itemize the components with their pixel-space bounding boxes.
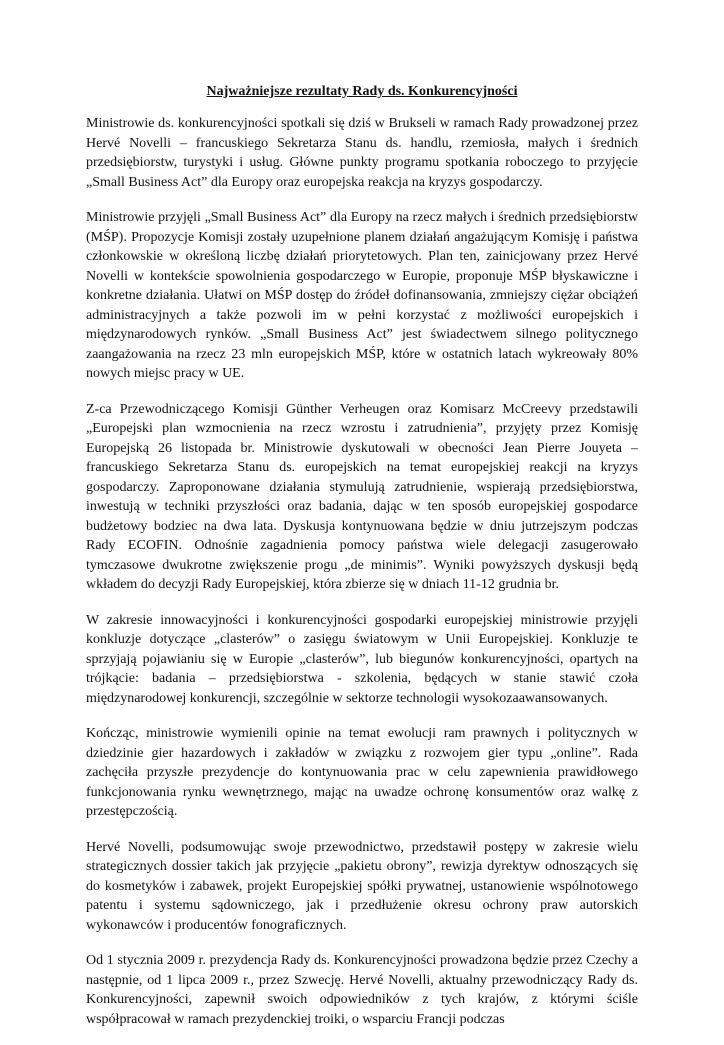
paragraph-recovery-plan: Z-ca Przewodniczącego Komisji Günther Verheugen oraz Komisarz McCreevy przedstawili „Europejski plan wzmocnienia na rzecz wzrostu i zatrudnienia”, przyjęty przez Komisję Europejską 26 listopada br. Ministrowie dyskutowali w obecności Jean Pierre Jouyeta – francuskiego Sekretarza Stanu ds. europejskich na temat europejskiej reakcji na kryzys gospodarczy. Zaproponowane działania stymulują zatrudnienie, wspierają przedsiębiorstwa, inwestują w techniki przyszłości oraz badania, dając w ten sposób europejskiej gospodarce budżetowy bodziec na dwa lata. Dyskusja kontynuowana będzie w dniu jutrzejszym podczas Rady ECOFIN. Odnośnie zagadnienia pomocy państwa wiele delegacji zasugerowało tymczasowe dwukrotne zwiększenie progu „de minimis”. Wyniki powyższych dyskusji będą wkładem do decyzji Rady Europejskiej, która zbierze się w dniach 11-12 grudnia br. [86,401,638,592]
paragraph-clusters: W zakresie innowacyjności i konkurencyjności gospodarki europejskiej ministrowie przyjęli konkluzje dotyczące „clasterów” o zasięgu światowym w Unii Europejskiej. Konkluzje te sprzyjają pojawianiu się w Europie „clasterów”, lub biegunów konkurencyjności, opartych na trójkącie: badania – przedsiębiorstwa - szkolenia, będących w stanie stawić czoła międzynarodowej konkurencji, szczególnie w sektorze technologii wysokozaawansowanych. [86,612,638,706]
document-title: Najważniejsze rezultaty Rady ds. Konkurencyjności [206,84,518,99]
document-page [86,82,638,1045]
paragraph-next-presidencies: Od 1 stycznia 2009 r. prezydencja Rady ds. Konkurencyjności prowadzona będzie przez Czechy a następnie, od 1 lipca 2009 r., przez Szwecję. Hervé Novelli, aktualny przewodniczący Rady ds. Konkurencyjności, zapewnił swoich odpowiedników z tych krajów, z którymi ściśle współpracował w ramach prezydenckiej troiki, o wsparciu Francji podczas [86,953,638,1027]
paragraph-presidency-summary: Hervé Novelli, podsumowując swoje przewodnictwo, przedstawił postępy w zakresie wielu strategicznych dossier takich jak przyjęcie „pakietu obrony”, rewizja dyrektyw odnoszących się do kosmetyków i zabawek, projekt Europejskiej spółki prywatnej, ustanowienie wspólnotowego patentu i systemu sądowniczego, jak i przedłużenie okresu ochrony praw autorskich wykonawców i producentów fonograficznych. [86,839,638,933]
paragraph-ministers-meeting: Ministrowie ds. konkurencyjności spotkali się dziś w Brukseli w ramach Rady prowadzonej przez Hervé Novelli – francuskiego Sekretarza Stanu ds. handlu, rzemiosła, małych i średnich przedsiębiorstw, turystyki i usług. Główne punkty programu spotkania roboczego to przyjęcie „Small Business Act” dla Europy oraz europejska reakcja na kryzys gospodarczy. [86,116,638,190]
paragraph-gambling: Kończąc, ministrowie wymienili opinie na temat ewolucji ram prawnych i politycznych w dziedzinie gier hazardowych i zakładów w związku z rozwojem gier typu „online”. Rada zachęciła przyszłe prezydencje do kontynuowania prac w celu zapewnienia prawidłowego funkcjonowania rynku wewnętrznego, mając na uwadze ochronę konsumentów oraz walkę z przestępczością. [86,726,638,819]
paragraph-small-business-act: Ministrowie przyjęli „Small Business Act” dla Europy na rzecz małych i średnich przedsiębiorstw (MŚP). Propozycje Komisji zostały uzupełnione planem działań angażującym Komisję i państwa członkowskie w określoną liczbę działań priorytetowych. Plan ten, zainicjowany przez Hervé Novelli w kontekście spowolnienia gospodarczego w Europie, proponuje MŚP błyskawiczne i konkretne działania. Ułatwi on MŚP dostęp do źródeł dofinansowania, zmniejszy ciężar obciążeń administracyjnych a także pozwoli im w pełni korzystać z możliwości europejskich i międzynarodowych rynków. „Small Business Act” jest świadectwem silnego politycznego zaangażowania na rzecz 23 mln europejskich MŚP, które w ostatnich latach wykreowały 80% nowych miejsc pracy w UE. [86,210,638,381]
